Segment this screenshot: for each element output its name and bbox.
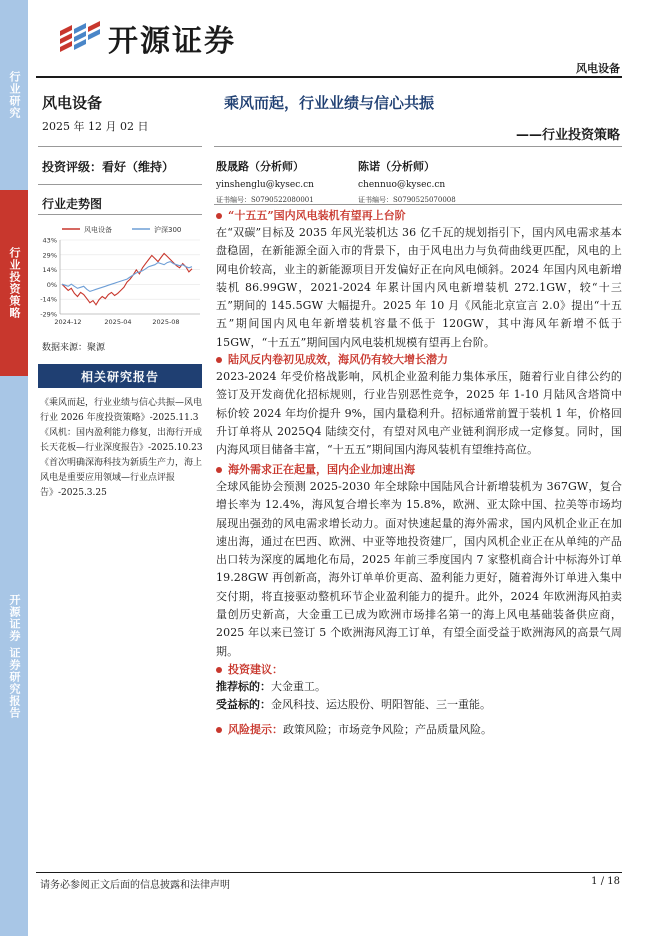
section-overseas-demand (216, 462, 622, 661)
side-tab-label: 开源证券 证券研究报告 (8, 593, 21, 719)
series-line (62, 262, 192, 292)
side-tab-label: 行业研究 (8, 71, 21, 119)
divider (38, 184, 202, 185)
trend-chart (34, 222, 204, 334)
section-onshore-offshore (216, 352, 622, 459)
footer-disclaimer[interactable]: 请务必参阅正文后面的信息披露和法律声明 (40, 880, 230, 891)
section-heading-text: 陆风反内卷初见成效，海风仍有较大增长潜力 (228, 353, 448, 366)
analyst-name: 殷晟路（分析师） (216, 160, 304, 173)
footer-divider (36, 872, 622, 873)
beneficiary-targets (216, 696, 622, 714)
side-tab-strategy (0, 190, 28, 376)
section-heading (216, 722, 622, 738)
analyst-cert: 证书编号：S0790525070008 (358, 196, 456, 204)
analyst-name: 陈诺（分析师） (358, 160, 435, 173)
side-tab-report (0, 376, 28, 936)
x-tick-label: 2024-12 (54, 318, 82, 326)
header-divider (36, 76, 622, 78)
chart-source: 数据来源：聚源 (42, 343, 106, 353)
analyst-card (358, 158, 498, 205)
y-tick-label: 29% (42, 251, 57, 260)
related-reports-list (40, 396, 204, 501)
section-risk (216, 722, 622, 738)
investment-rating: 投资评级：看好（维持） (42, 160, 175, 174)
report-title: 乘风而起，行业业绩与信心共振 (224, 94, 435, 112)
related-reports-header: 相关研究报告 (38, 364, 202, 388)
y-tick-label: 14% (42, 266, 57, 275)
report-subtitle: ——行业投资策略 (515, 128, 620, 143)
x-tick-label: 2025-04 (104, 318, 132, 326)
side-tab-industry-research (0, 0, 28, 190)
section-heading-text: 海外需求正在起量，国内企业加速出海 (228, 463, 415, 476)
analyst-cert: 证书编号：S0790522080001 (216, 196, 314, 204)
section-heading (216, 462, 622, 478)
analyst-card (216, 158, 356, 205)
bullet-icon (216, 667, 222, 673)
analyst-email[interactable]: chennuo@kysec.cn (358, 180, 446, 190)
related-report-item[interactable]: 《风机：国内盈利能力修复，出海行开成长天花板—行业深度报告》-2025.10.23 (40, 428, 203, 453)
divider (38, 146, 202, 147)
recommended-targets (216, 678, 622, 696)
trend-title: 行业走势图 (42, 197, 103, 211)
section-heading-text: 投资建议： (228, 663, 283, 676)
brand-name: 开源证券 (108, 24, 236, 59)
section-heading (216, 352, 622, 368)
report-date: 2025 年 12 月 02 日 (42, 120, 149, 133)
y-tick-label: -14% (40, 295, 57, 304)
section-heading (216, 208, 622, 224)
section-body: 在“双碳”目标及 2035 年风光装机达 36 亿千瓦的规划指引下，国内风电需求基本盘稳固，在新能源全面入市的背景下，由于风电出力与负荷曲线更匹配，风电的上网电价较高，业主的新能源项目开发偏好正在向风电倾斜。2024 年国内风电新增装机 86.99GW，2021-2024 年累计国内风电新增装机 272.1GW，较“十三五”期间的 145.5GW 大幅提升。2025 年 10 月《风能北京宣言 2.0》提出“十五五”期间国内风电年新增装机容量不低于 120GW，其中海风年新增不低于 15GW，“十五五”期间国内风电装机规模有望再上台阶。 (216, 226, 622, 349)
y-tick-label: -29% (40, 310, 57, 319)
benefit-label: 受益标的： (216, 698, 271, 711)
related-report-item[interactable]: 《首次明确深海科技为新质生产力，海上风电是重要应用领域—行业点评报告》-2025.3.25 (40, 458, 203, 498)
divider (214, 204, 622, 205)
bullet-icon (216, 727, 222, 733)
related-report-item[interactable]: 《乘风而起，行业业绩与信心共振—风电行业 2026 年度投资策略》-2025.11.3 (40, 398, 203, 423)
header-sector-tag: 风电设备 (576, 62, 620, 75)
analyst-email[interactable]: yinshenglu@kysec.cn (216, 180, 314, 190)
benefit-value: 金风科技、运达股份、明阳智能、三一重能。 (271, 698, 491, 711)
y-tick-label: 0% (46, 280, 57, 289)
sector-title: 风电设备 (42, 94, 103, 112)
section-heading-text: “十五五”国内风电装机有望再上台阶 (228, 209, 406, 222)
bullet-icon (216, 467, 222, 473)
risk-value: 政策风险；市场竞争风险；产品质量风险。 (283, 723, 492, 736)
recommend-label: 推荐标的： (216, 680, 271, 693)
side-tab-label: 行业投资策略 (8, 247, 21, 319)
legend-label: 沪深300 (154, 226, 182, 234)
section-investment-advice (216, 662, 622, 714)
divider (38, 214, 202, 215)
bullet-icon (216, 357, 222, 363)
bullet-icon (216, 213, 222, 219)
section-domestic-outlook (216, 208, 622, 352)
brand-logo (58, 16, 236, 60)
logo-mark-icon (58, 19, 102, 57)
divider (214, 146, 622, 147)
page-number: 1 / 18 (591, 876, 620, 887)
recommend-value: 大金重工。 (271, 680, 326, 693)
y-tick-label: 43% (42, 236, 57, 245)
section-heading (216, 662, 622, 678)
legend-label: 风电设备 (84, 226, 112, 234)
section-body: 2023-2024 年受价格战影响，风机企业盈利能力集体承压，随着行业自律公约的签订及开发商优化招标规则，行业告别恶性竞争，2025 年 1-10 月陆风含塔筒中标价较 2024 年均价提升 9%，国内量稳利升。招标通常前置于装机 1 年，价格回升订单将从 2025Q4 陆续交付，有望对风电产业链利润形成一定修复。同时，国内海风项目储备丰富，“十五五”期间国内海风装机有望维持高位。 (216, 370, 622, 457)
section-body: 全球风能协会预测 2025-2030 年全球除中国陆风合计新增装机为 367GW，复合增长率为 12.4%，海风复合增长率为 15.8%，欧洲、亚太除中国、拉美等市场均展现出强劲的风电需求增长动力。面对快速起量的海外需求，国内风机企业正在加速出海，通过在巴西、欧洲、中亚等地投资建厂，国内风机企业正在从单纯的产品出口转为深度的属地化布局，2025 年前三季度国内 7 家整机商合计中标海外订单 19.28GW 再创新高，海外订单单价更高、盈利能力更好，随着海外订单进入集中交付期，将直接驱动整机环节企业盈利能力的提升。此外，2024 年欧洲海风拍卖量创历史新高，大金重工已成为欧洲市场排名第一的海上风电基础装备供应商，2025 年以来已签订 5 个欧洲海风海工订单，有望全面受益于欧洲海风的高景气周期。 (216, 480, 622, 658)
x-tick-label: 2025-08 (152, 318, 180, 326)
risk-label: 风险提示： (228, 723, 283, 736)
